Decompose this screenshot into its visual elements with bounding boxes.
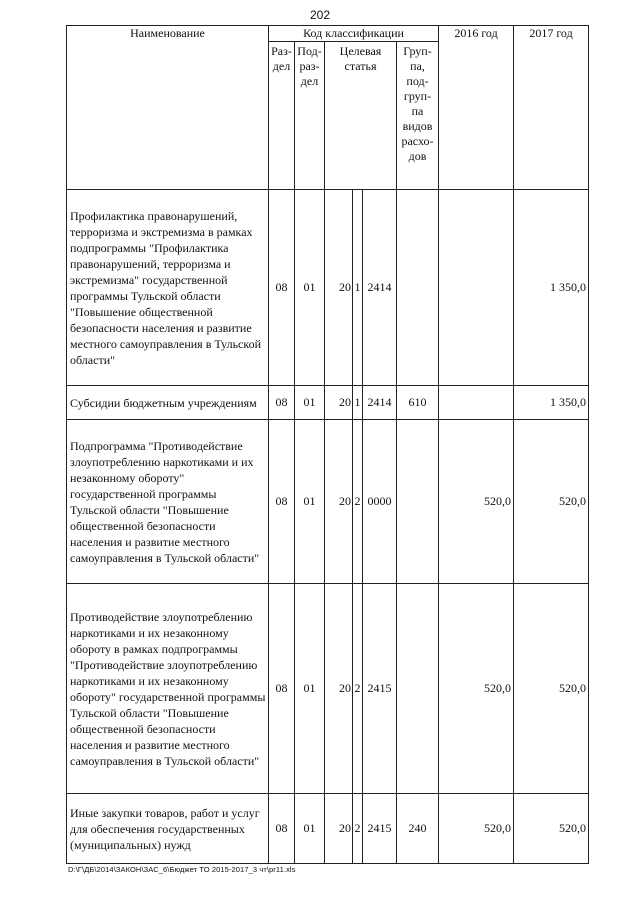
row-cs-subprogram: 2 — [353, 584, 363, 794]
header-year-2017: 2017 год — [514, 26, 589, 190]
row-value-2016 — [439, 190, 514, 386]
header-code-group: Код классификации — [269, 26, 439, 42]
row-razdel: 08 — [269, 420, 295, 584]
row-value-2017: 1 350,0 — [514, 190, 589, 386]
row-cs-subprogram: 1 — [353, 386, 363, 420]
row-group: 240 — [397, 794, 439, 864]
row-cs-direction: 0000 — [363, 420, 397, 584]
footer-file-path: D:\Г\ДБ\2014\ЗАКОН\ЗАС_6\Бюджет ТО 2015-2017_3 чт\pr11.xls — [68, 865, 296, 874]
row-name: Подпрограмма "Противодействие злоупотреблению наркотиками и их незаконному обороту" государственной программы Тульской области "Повышение общественной безопасности населения и развитие местного самоуправления в Тульской области" — [67, 420, 269, 584]
table-row — [67, 386, 589, 420]
row-cs-program: 20 — [325, 386, 353, 420]
header-podrazdel: Под- раз- дел — [295, 42, 325, 190]
table-row — [67, 794, 589, 864]
row-razdel: 08 — [269, 190, 295, 386]
row-cs-program: 20 — [325, 584, 353, 794]
row-cs-direction: 2414 — [363, 190, 397, 386]
table-row — [67, 420, 589, 584]
header-year-2016: 2016 год — [439, 26, 514, 190]
header-name: Наименование — [67, 26, 269, 190]
row-value-2017: 520,0 — [514, 420, 589, 584]
row-cs-subprogram: 1 — [353, 190, 363, 386]
row-name: Противодействие злоупотреблению наркотиками и их незаконному обороту в рамках подпрограммы "Противодействие злоупотреблению наркотиками и их незаконному обороту" государственной программы Тульской области "Повышение общественной безопасности населения и развитие местного самоуправления в Тульской области" — [67, 584, 269, 794]
row-name: Иные закупки товаров, работ и услуг для обеспечения государственных (муниципальных) нужд — [67, 794, 269, 864]
row-podrazdel: 01 — [295, 794, 325, 864]
row-cs-direction: 2415 — [363, 794, 397, 864]
row-value-2016: 520,0 — [439, 420, 514, 584]
page-number: 202 — [309, 8, 331, 22]
row-razdel: 08 — [269, 794, 295, 864]
row-group — [397, 420, 439, 584]
row-value-2016: 520,0 — [439, 794, 514, 864]
row-value-2017: 520,0 — [514, 584, 589, 794]
row-cs-program: 20 — [325, 190, 353, 386]
row-value-2017: 520,0 — [514, 794, 589, 864]
header-gruppa-vidov: Груп- па, под- груп- па видов расхо- дов — [397, 42, 439, 190]
row-name: Профилактика правонарушений, терроризма и экстремизма в рамках подпрограммы "Профилактика правонарушений, терроризма и экстремизма" государственной программы Тульской области "Повышение общественной безопасности населения и развитие местного самоуправления в Тульской области" — [67, 190, 269, 386]
row-group — [397, 584, 439, 794]
row-value-2016: 520,0 — [439, 584, 514, 794]
row-podrazdel: 01 — [295, 420, 325, 584]
header-celevaya-statya: Целевая статья — [325, 42, 397, 190]
row-value-2016 — [439, 386, 514, 420]
header-razdel: Раз- дел — [269, 42, 295, 190]
row-cs-direction: 2414 — [363, 386, 397, 420]
row-razdel: 08 — [269, 584, 295, 794]
row-podrazdel: 01 — [295, 190, 325, 386]
row-group: 610 — [397, 386, 439, 420]
row-podrazdel: 01 — [295, 386, 325, 420]
row-cs-direction: 2415 — [363, 584, 397, 794]
row-cs-program: 20 — [325, 794, 353, 864]
row-podrazdel: 01 — [295, 584, 325, 794]
row-value-2017: 1 350,0 — [514, 386, 589, 420]
row-name: Субсидии бюджетным учреждениям — [67, 386, 269, 420]
row-cs-subprogram: 2 — [353, 420, 363, 584]
budget-table — [66, 25, 589, 864]
row-cs-program: 20 — [325, 420, 353, 584]
row-razdel: 08 — [269, 386, 295, 420]
table-row — [67, 584, 589, 794]
row-cs-subprogram: 2 — [353, 794, 363, 864]
row-group — [397, 190, 439, 386]
table-row — [67, 190, 589, 386]
